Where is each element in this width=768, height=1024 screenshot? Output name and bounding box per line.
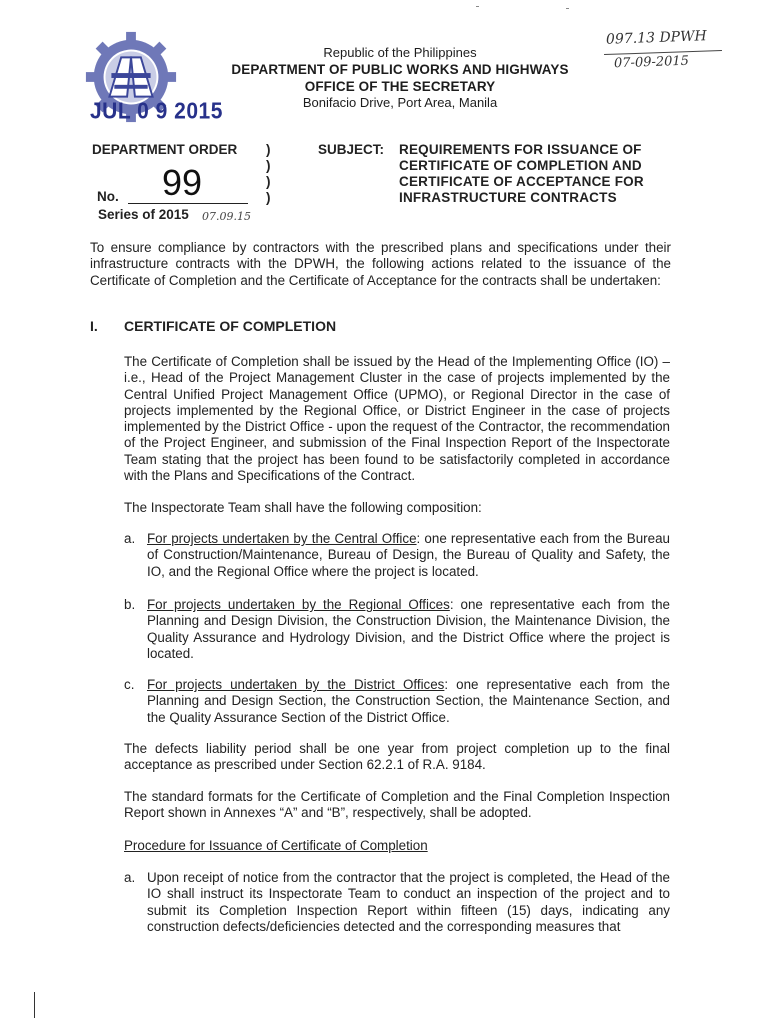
list-marker: c. bbox=[124, 677, 135, 692]
list-item-heading: For projects undertaken by the Central Office bbox=[147, 531, 417, 546]
section-heading bbox=[90, 318, 336, 334]
department-order-label: DEPARTMENT ORDER bbox=[92, 142, 238, 157]
subject-line: CERTIFICATE OF COMPLETION AND bbox=[399, 158, 642, 173]
order-number-label: No. bbox=[97, 189, 119, 204]
subject-line: REQUIREMENTS FOR ISSUANCE OF bbox=[399, 142, 642, 157]
list-marker: a. bbox=[124, 531, 136, 546]
procedure-heading: Procedure for Issuance of Certificate of Completion bbox=[124, 838, 428, 853]
list-item-heading: For projects undertaken by the District Offices bbox=[147, 677, 445, 692]
list-item-text: : one representative each from the Bureau of Construction/Maintenance, Bureau of Design, the Bureau of Quality and Safety, the IO, and the Regional Office where the project is located. bbox=[147, 531, 670, 579]
list-item bbox=[124, 597, 670, 662]
subject-label: SUBJECT: bbox=[318, 142, 385, 157]
handwritten-reference-code: 097.13 DPWH bbox=[605, 28, 707, 48]
intro-paragraph: To ensure compliance by contractors with the prescribed plans and specifications under their infrastructure contracts with the DPWH, the following actions related to the issuance of the Certificate of Completion and the Certificate of Acceptance for the contracts shall be undertaken: bbox=[90, 240, 671, 288]
list-item-heading: For projects undertaken by the Regional Offices bbox=[147, 597, 450, 612]
bracket: ) bbox=[266, 142, 271, 157]
received-date-stamp: JUL 0 9 2015 bbox=[90, 98, 223, 125]
series-handwritten-date: 07.09.15 bbox=[202, 210, 251, 223]
section-paragraph-3: The defects liability period shall be one year from project completion up to the final acceptance as prescribed under Section 62.2.1 of R.A. 9184. bbox=[124, 741, 670, 773]
order-number-underline bbox=[128, 203, 248, 204]
section-number: I. bbox=[90, 318, 98, 334]
section-title: CERTIFICATE OF COMPLETION bbox=[124, 318, 337, 334]
scan-speck bbox=[566, 8, 569, 9]
procedure-item bbox=[124, 870, 670, 935]
bracket: ) bbox=[266, 158, 271, 173]
subject-line: CERTIFICATE OF ACCEPTANCE FOR bbox=[399, 174, 644, 189]
handwritten-reference-date: 07-09-2015 bbox=[613, 53, 690, 72]
procedure-item-text: Upon receipt of notice from the contractor that the project is completed, the Head of the IO shall instruct its Inspectorate Team to conduct an inspection of the project and to submit its Completion Inspection Report within fifteen (15) days, indicating any construction defects/deficiencies detected and the corresponding measures that bbox=[147, 870, 670, 934]
list-item-text: : one representative each from the Planning and Design Section, the Construction Section, the Maintenance Section, and the Quality Assurance Section of the District Office. bbox=[147, 677, 670, 725]
list-item bbox=[124, 677, 670, 726]
header-republic: Republic of the Philippines bbox=[323, 45, 477, 60]
bracket: ) bbox=[266, 174, 271, 189]
list-marker: a. bbox=[124, 870, 136, 885]
header-department: DEPARTMENT OF PUBLIC WORKS AND HIGHWAYS bbox=[231, 62, 569, 77]
header-address: Bonifacio Drive, Port Area, Manila bbox=[302, 95, 498, 110]
series-label: Series of 2015 bbox=[98, 207, 189, 222]
section-paragraph-4: The standard formats for the Certificate of Completion and the Final Completion Inspection Report shown in Annexes “A” and “B”, respectively, shall be adopted. bbox=[124, 789, 670, 821]
order-number: 99 bbox=[162, 162, 203, 203]
list-marker: b. bbox=[124, 597, 136, 612]
subject-line: INFRASTRUCTURE CONTRACTS bbox=[399, 190, 617, 205]
section-paragraph-2: The Inspectorate Team shall have the following composition: bbox=[124, 500, 482, 515]
scan-speck bbox=[476, 6, 479, 7]
section-paragraph-1: The Certificate of Completion shall be issued by the Head of the Implementing Office (IO) – i.e., Head of the Project Management Cluster in the case of projects implemented by the Central Unified Project Management Office (UPMO), or Regional Director in the case of projects implemented by the Regional Office, or District Engineer in the case of projects implemented by the District Office - upon the request of the Contractor, the recommendation of the Project Engineer, and submission of the Final Inspection Report of the Inspectorate Team stating that the project has been found to be satisfactorily completed in accordance with the Plans and Specifications of the Contract. bbox=[124, 354, 670, 484]
list-item bbox=[124, 531, 670, 580]
margin-scan-mark bbox=[34, 992, 35, 1018]
bracket: ) bbox=[266, 190, 271, 205]
list-item-text: : one representative each from the Planning and Design Division, the Construction Division, the Maintenance Division, the Quality Assurance and Hydrology Division, and the District Office where the project is located. bbox=[147, 597, 671, 661]
header-office: OFFICE OF THE SECRETARY bbox=[304, 79, 496, 94]
